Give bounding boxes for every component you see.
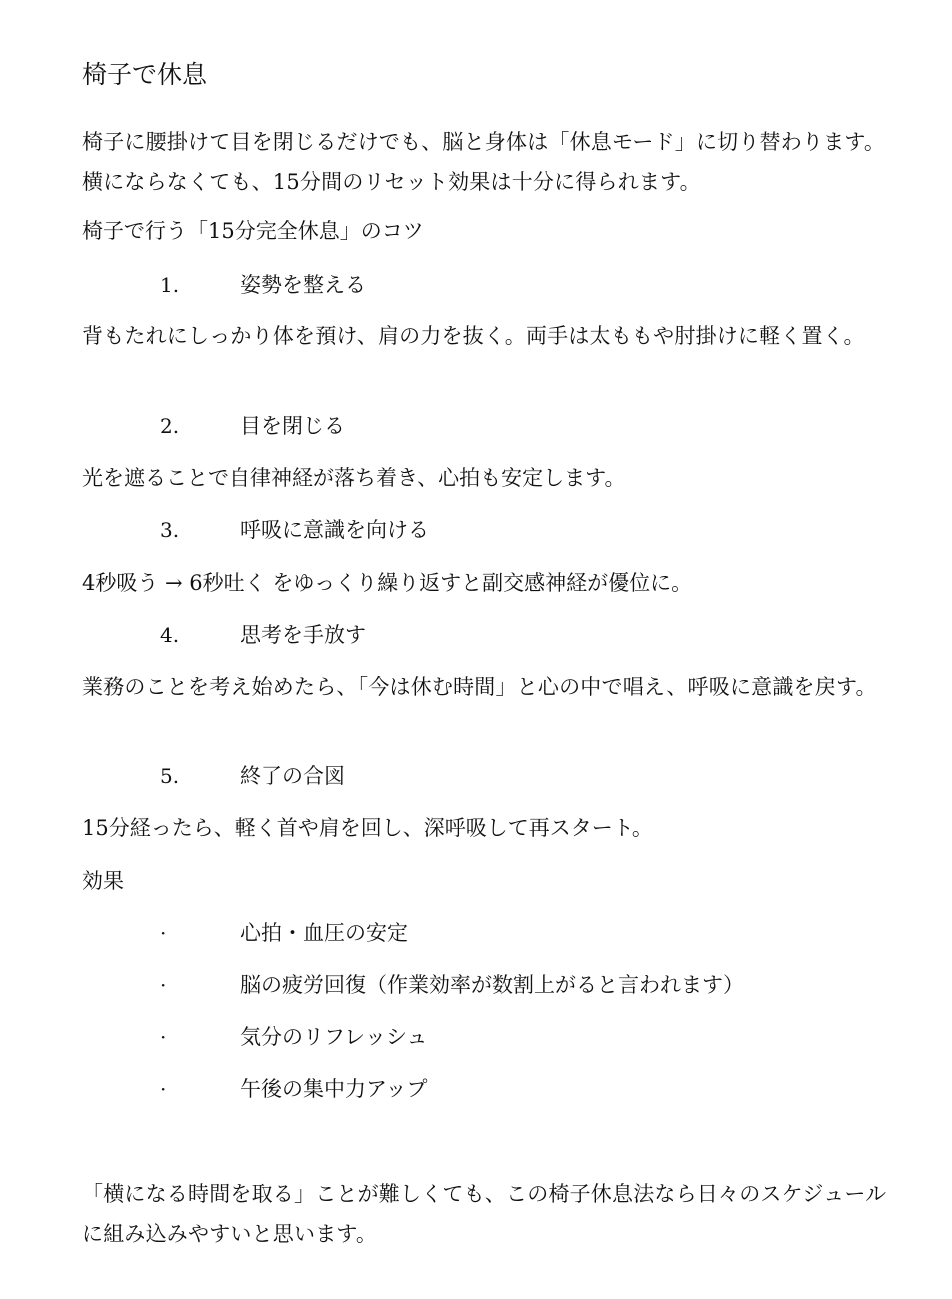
intro-paragraph: 椅子に腰掛けて目を閉じるだけでも、脳と身体は「休息モード」に切り替わります。横にならなくても、15分間のリセット効果は十分に得られます。 xyxy=(82,130,886,194)
bullet-marker: · xyxy=(160,1077,167,1101)
step-number: 5. xyxy=(160,764,180,788)
step-body: 15分経ったら、軽く首や肩を回し、深呼吸して再スタート。 xyxy=(82,816,653,840)
step-body: 背もたれにしっかり体を預け、肩の力を抜く。両手は太ももや肘掛けに軽く置く。 xyxy=(82,324,865,348)
step-body: 光を遮ることで自律神経が落ち着き、心拍も安定します。 xyxy=(82,466,626,490)
step-title: 姿勢を整える xyxy=(240,273,366,297)
step-title: 思考を手放す xyxy=(240,623,366,647)
document-title: 椅子で休息 xyxy=(82,60,208,89)
effect-item: 気分のリフレッシュ xyxy=(240,1025,428,1049)
tips-heading: 椅子で行う「15分完全休息」のコツ xyxy=(82,219,424,243)
bullet-marker: · xyxy=(160,1025,167,1049)
closing-paragraph: 「横になる時間を取る」ことが難しくても、この椅子休息法なら日々のスケジュールに組み込みやすいと思います。 xyxy=(82,1182,887,1246)
step-title: 目を閉じる xyxy=(240,414,345,438)
step-body: 4秒吸う → 6秒吐く をゆっくり繰り返すと副交感神経が優位に。 xyxy=(82,571,693,595)
step-body: 業務のことを考え始めたら、「今は休む時間」と心の中で唱え、呼吸に意識を戻す。 xyxy=(82,675,877,699)
effect-item: 午後の集中力アップ xyxy=(240,1077,428,1101)
effect-item: 脳の疲労回復（作業効率が数割上がると言われます） xyxy=(240,973,744,997)
step-number: 1. xyxy=(160,273,180,297)
step-number: 2. xyxy=(160,414,180,438)
step-title: 終了の合図 xyxy=(240,764,345,788)
step-number: 4. xyxy=(160,623,180,647)
step-number: 3. xyxy=(160,518,180,542)
step-title: 呼吸に意識を向ける xyxy=(240,518,429,542)
effect-item: 心拍・血圧の安定 xyxy=(240,921,408,945)
bullet-marker: · xyxy=(160,921,167,945)
effects-heading: 効果 xyxy=(82,869,124,893)
bullet-marker: · xyxy=(160,973,167,997)
